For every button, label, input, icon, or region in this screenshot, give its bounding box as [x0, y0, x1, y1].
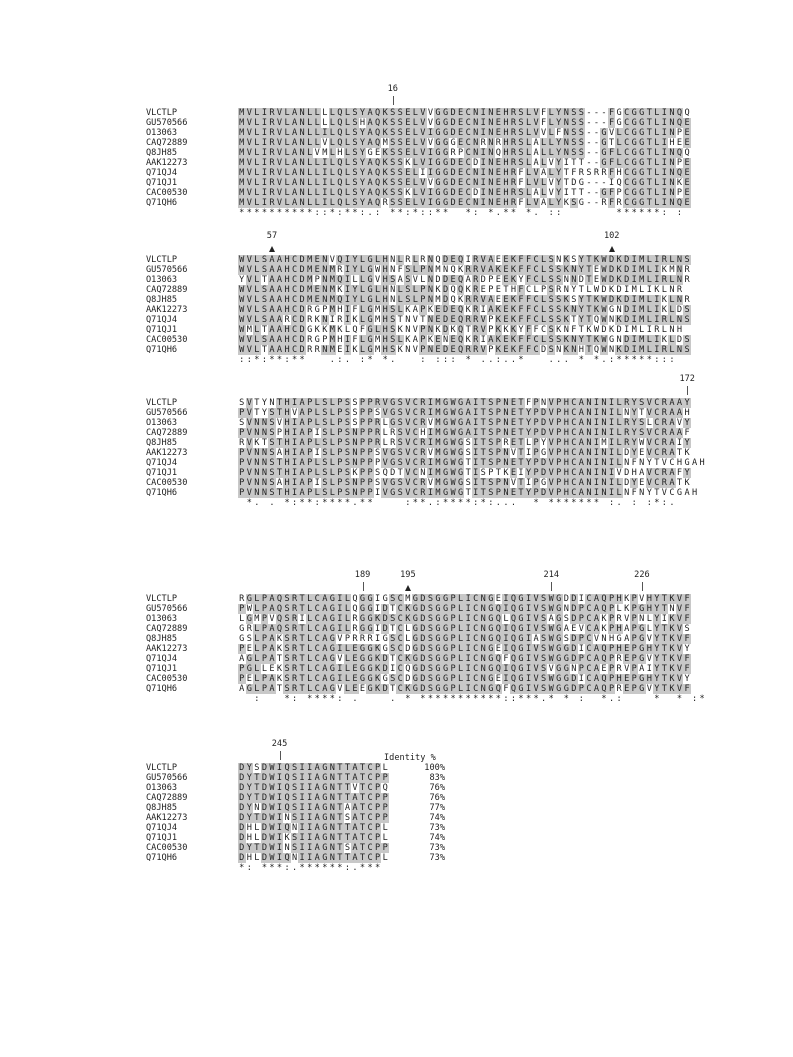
position-label: 195: [400, 570, 416, 580]
sequence-name: Q71QJ4: [146, 823, 178, 833]
position-label: 172: [679, 374, 695, 384]
sequence-row: W V L T A A H C D R R N M E I K L G M H S K N V P N E D E Q R R V P K E K F F C D S N K N H T Q W N K D I M L I R L N S: [239, 345, 690, 355]
sequence-row: P V T Y S T H V A P L S L P S S P P S V G S V C R I M G W G A I T S P N E T Y P D V P H C A N I N I L N Y T V C R A A H: [239, 408, 690, 418]
sequence-name: Q71QJ1: [146, 325, 178, 335]
sequence-name: CAQ72889: [146, 285, 188, 295]
sequence-row: W V L S A A H C D M E N M K I Y L G L H N L S L P N K D Q Q K R E P E T H F C L P S R N Y T L W D K D I M L I K L N R: [239, 285, 683, 295]
sequence-name: Q71QJ4: [146, 654, 178, 664]
sequence-name: Q8JH85: [146, 295, 178, 305]
sequence-row: G R L P A Q S R T L C A G I L R G G I D T C L G D S G G P L I C N G Q I Q G I V S W G A E V C A K P H A P G L Y T K V S: [239, 624, 690, 634]
sequence-name: GU570566: [146, 604, 188, 614]
sequence-row: W V L S A A H C D R G P M H I F L G M H S L K A P K E N E Q K R I A K E K F F C L S S K N Y T K W G N D I M L I K L D S: [239, 335, 690, 345]
sequence-row: P V N N S T H I A P L S L P S K P P S Q D T V C N I M G W G T I S P T K E I Y P D V P H C A N I N I V D H A V C R A F Y: [239, 468, 690, 478]
sequence-name: O13063: [146, 614, 178, 624]
sequence-row: D Y T D W I N S I I A G N T S A T C P P: [239, 813, 388, 823]
sequence-row: P W L P A Q S R T L C A G I L Q G G I D T C K G D S G G P L I C N G Q I Q G I V S W G N D P C A Q P L K P G H Y T N V F: [239, 604, 690, 614]
sequence-name: Q71QJ1: [146, 664, 178, 674]
identity-value: 77%: [429, 803, 445, 813]
sequence-row: M V L I R V L A N L L L L Q L S H A Q K S S E L V V G G D E C N I N E H R S L V F L Y N S S - - - F G C G G T L I N Q E: [239, 118, 690, 128]
sequence-name: VLCTLP: [146, 255, 178, 265]
sequence-name: CAQ72889: [146, 428, 188, 438]
sequence-name: GU570566: [146, 265, 188, 275]
identity-value: 76%: [429, 793, 445, 803]
sequence-row: M V L I R V L A N L V M L H L S Y G E K S S E L V I G G R P C N I N Q H R S L A L L Y N S S - - G F L C G G T L I N Q Q: [239, 148, 690, 158]
sequence-row: R V K T S T H I A P L S L P S N P P R L R S V C R I M G W G S I T S P R E T L P Y V P H C A N I M I L R Y W V C R A I Y: [239, 438, 690, 448]
sequence-row: Y V L T A A H C D M P N M Q I L L G V H S A S V L N D D E Q A R D P E E K Y F C L S S N N D T E W D K D I M L I R L N R: [239, 275, 690, 285]
sequence-name: AAK12273: [146, 448, 188, 458]
sequence-row: W V L S A A H C D M E N M R I Y L G W H N F S L P N M N Q K R R V A K E K F F C L S S K N Y T E W D K D I M L I K M N R: [239, 265, 690, 275]
sequence-name: Q71QH6: [146, 853, 178, 863]
sequence-name: Q8JH85: [146, 438, 178, 448]
sequence-row: D Y S D W I Q S I I A G N T T A T C P L: [239, 763, 388, 773]
sequence-name: Q71QJ4: [146, 315, 178, 325]
sequence-name: AAK12273: [146, 305, 188, 315]
consensus-row: : * : * * * * : . . * * * * * * * * * * * * : : * * * . * * : * . : * * : *: [254, 694, 705, 704]
identity-value: 73%: [429, 823, 445, 833]
sequence-row: L G M P V Q S R I L C A G I L R G G K D S C K G D S G G P L I C N G Q L Q G I V S A G S D P C A K P R V P N L Y I K V F: [239, 614, 690, 624]
sequence-row: S V T Y N T H I A P L S L P S S P P R V G S V C R I M G W G A I T S P N E T F P N V P H C A N I N I L R Y S V C R A A Y: [239, 398, 690, 408]
sequence-row: W M L T A A H C D G K K M K L Q F G L H S K N V P N K D K Q T R V P K K K Y F F C S K N F T K W D K D I M L I R L N H: [239, 325, 683, 335]
sequence-name: Q71QJ1: [146, 178, 178, 188]
sequence-name: AAK12273: [146, 158, 188, 168]
position-label: 189: [354, 570, 371, 580]
sequence-row: G S L P A K S R T L C A G V P R R R I G S C L G D S G G P L I C N G Q I Q G I A S W G S D P C V N H G A P G V Y T K V F: [239, 634, 690, 644]
sequence-name: CAC00530: [146, 335, 188, 345]
sequence-name: Q8JH85: [146, 803, 178, 813]
sequence-row: M V L I R V L A N L L L L Q L S Y A Q K S S E L V V G G D E C N I N E H R S L V F L Y N S S - - - F G C G G T L I N Q Q: [239, 108, 690, 118]
identity-value: 74%: [429, 833, 445, 843]
sequence-name: CAQ72889: [146, 793, 188, 803]
sequence-name: O13063: [146, 783, 178, 793]
consensus-row: * . . * : * * : * * * * . * * : * * . : * * * * : * : . . . * * * * * * * * : . : : * : .: [246, 498, 675, 508]
sequence-row: M V L I R V L A N L L V L Q L S Y A Q M S S E L V V G G G E C N R N R H R S L A L L Y N S S - - G T L C G G T L I H E E: [239, 138, 690, 148]
active-site-triangle-icon: [405, 585, 411, 591]
sequence-name: Q71QJ1: [146, 468, 178, 478]
sequence-name: Q71QJ4: [146, 168, 178, 178]
sequence-name: VLCTLP: [146, 594, 178, 604]
sequence-row: M V L I R V L A N L L I L Q L S Y A Q K S S K L V I G G D E C D I N E H R S L A L V Y I T T - - G F P C G G T L I N P E: [239, 188, 690, 198]
sequence-name: AAK12273: [146, 813, 188, 823]
position-label: 214: [543, 570, 560, 580]
sequence-name: CAC00530: [146, 674, 188, 684]
sequence-row: P G L L E K S R T L C A G I L E G G K D I C Q G D S G G P L I C N G Q I Q G I V S V G G N P C A E P R V P A I Y T K V F: [239, 664, 690, 674]
sequence-name: Q71QJ4: [146, 458, 178, 468]
consensus-row: * * * * * * * * * * : : * : * * : . : * * : * : : * * * : * . * * * . : : * * * * * * : :: [239, 208, 683, 218]
sequence-name: O13063: [146, 275, 178, 285]
sequence-name: VLCTLP: [146, 108, 178, 118]
sequence-name: O13063: [146, 418, 178, 428]
position-tick: [642, 582, 643, 591]
sequence-row: M V L I R V L A N L L I L Q L S Y A Q K S S K L V I G G D E C D I N E H R S L A L V Y I T T - - G F L C G G T L I N P E: [239, 158, 690, 168]
sequence-row: M V L I R V L A N L L I L Q L S Y A Q R S S E L V I G G D E C N I N E H R F L V A L Y K S G - - R F R C G G T L I N Q E: [239, 198, 690, 208]
sequence-row: W V L S A A R C D R K N I R I K L G M H S T N V T N E D E Q R R V P K E K F F C L S S K T Y T Q W N K D I M L I R L N S: [239, 315, 690, 325]
sequence-name: GU570566: [146, 773, 188, 783]
sequence-row: W V L S A A H C D M E N M Q I Y L G L H N L S L P N M D Q K R R V A E E K F F C L S S K S Y T K W D K D I M L I K L N R: [239, 295, 690, 305]
sequence-name: O13063: [146, 128, 178, 138]
position-tick: [363, 582, 364, 591]
sequence-row: P V N N S A H I A P I S L P S N P P S V G S V C R V M G W G S I T S P N V T I P G V P H C A N I N I L D Y E V C R A T K: [239, 478, 690, 488]
sequence-name: Q71QH6: [146, 345, 178, 355]
sequence-name: CAC00530: [146, 843, 188, 853]
sequence-name: CAQ72889: [146, 138, 188, 148]
sequence-name: GU570566: [146, 408, 188, 418]
sequence-name: CAQ72889: [146, 624, 188, 634]
sequence-row: W V L S A A H C D R G P M H I F L G M H S L K A P K E D E Q K R I A K E K F F C L S S K N Y T K W G N D I M L I K L D S: [239, 305, 690, 315]
position-label: 226: [634, 570, 650, 580]
identity-value: 83%: [429, 773, 445, 783]
active-site-triangle-icon: [269, 246, 275, 252]
position-tick: [551, 582, 552, 591]
sequence-row: M V L I R V L A N L L I L Q L S Y A Q K S S E L V V G G D E C N I N E H R F L V L V Y T D G - - - I Q C G G T L I N K E: [239, 178, 690, 188]
sequence-row: A G L P A T S R T L C A G V L E G G K D T C K G D S G G P L I C N G Q F Q G I V S W G G D P C A Q P R E P G V Y T K V F: [239, 654, 690, 664]
sequence-row: A G L P A T S R T L C A G V L E E G K D T C K G D S G G P L I C N G Q F Q G I V S W G G D P C A Q P R E P G V Y T K V F: [239, 684, 690, 694]
sequence-name: Q71QH6: [146, 684, 178, 694]
sequence-name: AAK12273: [146, 644, 188, 654]
sequence-row: P E L P A K S R T L C A G I L E G G K G S C D G D S G G P L I C N G E I Q G I V S W G G D I C A Q P H E P G H Y T K V Y: [239, 674, 690, 684]
identity-value: 100%: [424, 763, 445, 773]
sequence-row: P V N N S A H I A P I S L P S N P P S V G S V C R V M G W G S I T S P N V T I P G V P H C A N I N I L D Y E V C R A T K: [239, 448, 690, 458]
sequence-name: VLCTLP: [146, 763, 178, 773]
sequence-name: Q71QH6: [146, 198, 178, 208]
position-label: 16: [387, 84, 398, 94]
sequence-row: R G L P A Q S R T L C A G I L Q G G I G S C M G D S G G P L I C N G E I Q G I V S W G D D I C A Q P H K P V H Y T K V F: [239, 594, 690, 604]
sequence-row: D H L D W I Q N I I A G N T T A T C P L: [239, 823, 388, 833]
sequence-row: P V N N S P H I A P I S L P S N P P R L R S V C H I M G W G A I T S P N E T Y P D V P H C A N I N I L R Y S V C R A A F: [239, 428, 690, 438]
position-label: 57: [266, 231, 278, 241]
sequence-row: P V N N S T H I A P L S L P S N P P P V G S V C R I M G W G T I T S P N E T Y P D V P H C A N I N I L N F N Y T V C H G A H: [239, 458, 705, 468]
sequence-name: Q8JH85: [146, 634, 178, 644]
sequence-row: P E L P A K S R T L C A G I L E G G K G S C D G D S G G P L I C N G E I Q G I V S W G G D I C A Q P H E P G H Y T K V Y: [239, 644, 690, 654]
position-tick: [687, 386, 688, 395]
sequence-row: D Y N D W I Q S I I A G N T A A T C P P: [239, 803, 388, 813]
sequence-row: S V N N S V H I A P L S L P S S P P R L G S V C R V M G W G A I T S P N E T Y P D V P H C A N I N I L R Y S L C R A V Y: [239, 418, 690, 428]
active-site-triangle-icon: [609, 246, 615, 252]
identity-header: Identity %: [384, 753, 436, 763]
identity-value: 76%: [429, 783, 445, 793]
sequence-name: Q8JH85: [146, 148, 178, 158]
sequence-row: D Y T D W I Q S I I A G N T T A T C P P: [239, 793, 388, 803]
identity-value: 73%: [429, 843, 445, 853]
sequence-row: P V N N S T H I A P L S L P S N P P I V G S V C R I M G W G T I T S P N E T Y P D V P H C A N I N I L N F N Y T V C G A H: [239, 488, 698, 498]
consensus-row: * : * * * : . * * * * * * : . * * *: [239, 863, 381, 873]
position-label: 102: [603, 231, 620, 241]
position-label: 245: [271, 739, 288, 749]
identity-value: 73%: [429, 853, 445, 863]
sequence-row: M V L I R V L A N L L I L Q L S Y A Q K S S E L V I G G D E C N I N E H R S L V V L F N S S - - G V L C G G T L I N P E: [239, 128, 690, 138]
consensus-row: : : * : * * : * * . : . : * * . : : : : * . . : . . * . . . * * . : * * * * * : : :: [239, 355, 675, 365]
sequence-row: D Y T D W I Q S I I A G N T T V T C P Q: [239, 783, 388, 793]
sequence-row: W V L S A A H C D M E N V Q I Y L G L H N L R L R N Q D E Q I R V A E E K F F C L S N K S Y T K W D K D I M L I R L N S: [239, 255, 690, 265]
sequence-name: Q71QJ1: [146, 833, 178, 843]
sequence-name: GU570566: [146, 118, 188, 128]
sequence-row: D H L D W I Q N I I A G N T T A T C P L: [239, 853, 388, 863]
sequence-row: M V L I R V L A N L L I L Q L S Y A Q K S S E L I I G G D E C N I N E H R F L V A L Y T F R S R R F H C G G T L I N Q E: [239, 168, 690, 178]
sequence-row: D Y T D W I Q S I I A G N T T A T C P P: [239, 773, 388, 783]
sequence-name: CAC00530: [146, 478, 188, 488]
position-tick: [393, 96, 394, 105]
sequence-row: D Y T D W I N S I I A G N T S A T C P P: [239, 843, 388, 853]
sequence-name: VLCTLP: [146, 398, 178, 408]
sequence-name: CAC00530: [146, 188, 188, 198]
position-tick: [280, 751, 281, 760]
sequence-row: D H L D W I K S I I A G N T T A T C P L: [239, 833, 388, 843]
identity-value: 74%: [429, 813, 445, 823]
sequence-name: Q71QH6: [146, 488, 178, 498]
